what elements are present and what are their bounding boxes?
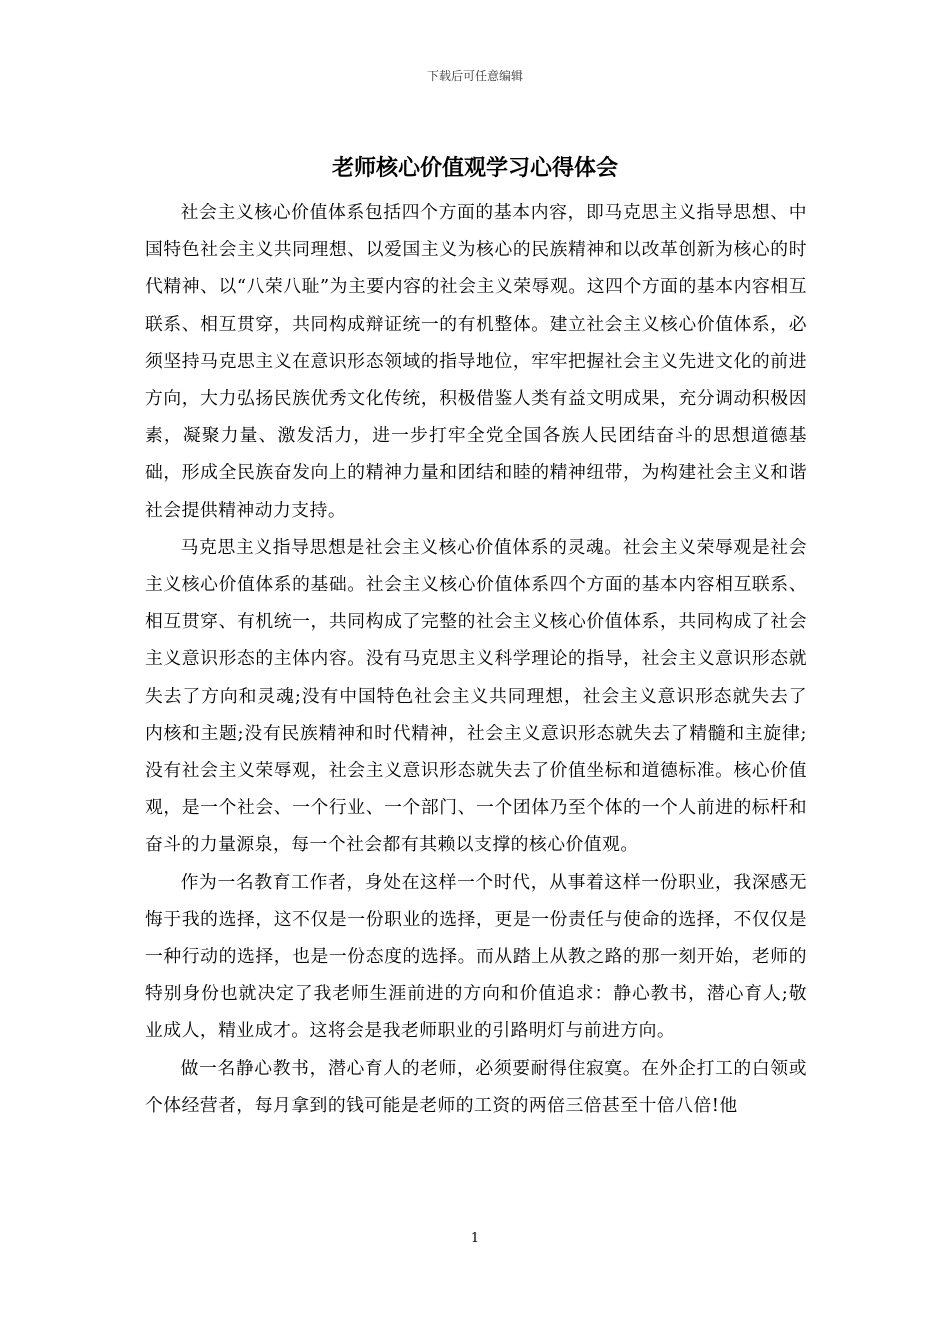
paragraph-2: 马克思主义指导思想是社会主义核心价值体系的灵魂。社会主义荣辱观是社会主义核心价值体系的基础。社会主义核心价值体系四个方面的基本内容相互联系、相互贯穿、有机统一，共同构成了完整的社会主义核心价值体系，共同构成了社会主义意识形态的主体内容。没有马克思主义科学理论的指导，社会主义意识形态就失去了方向和灵魂;没有中国特色社会主义共同理想，社会主义意识形态就失去了内核和主题;没有民族精神和时代精神，社会主义意识形态就失去了精髓和主旋律;没有社会主义荣辱观，社会主义意识形态就失去了价值坐标和道德标准。核心价值观，是一个社会、一个行业、一个部门、一个团体乃至个体的一个人前进的标杆和奋斗的力量源泉，每一个社会都有其赖以支撑的核心价值观。 <box>145 536 807 856</box>
paragraph-3: 作为一名教育工作者，身处在这样一个时代，从事着这样一份职业，我深感无悔于我的选择，这不仅是一份职业的选择，更是一份责任与使命的选择，不仅仅是一种行动的选择，也是一份态度的选择。而从踏上从教之路的那一刻开始，老师的特别身份也就决定了我老师生涯前进的方向和价值追求：静心教书，潜心育人;敬业成人，精业成才。这将会是我老师职业的引路明灯与前进方向。 <box>145 871 807 1042</box>
document-body <box>145 194 807 1124</box>
document-title: 老师核心价值观学习心得体会 <box>331 155 618 181</box>
paragraph-1: 社会主义核心价值体系包括四个方面的基本内容，即马克思主义指导思想、中国特色社会主义共同理想、以爱国主义为核心的民族精神和以改革创新为核心的时代精神、以“八荣八耻”为主要内容的社会主义荣辱观。这四个方面的基本内容相互联系、相互贯穿，共同构成辩证统一的有机整体。建立社会主义核心价值体系，必须坚持马克思主义在意识形态领域的指导地位，牢牢把握社会主义先进文化的前进方向，大力弘扬民族优秀文化传统，积极借鉴人类有益文明成果，充分调动积极因素，凝聚力量、激发活力，进一步打牢全党全国各族人民团结奋斗的思想道德基础，形成全民族奋发向上的精神力量和团结和睦的精神纽带，为构建社会主义和谐社会提供精神动力支持。 <box>145 202 807 521</box>
paragraph-4: 做一名静心教书，潜心育人的老师，必须要耐得住寂寞。在外企打工的白领或个体经营者，每月拿到的钱可能是老师的工资的两倍三倍甚至十倍八倍!他 <box>145 1057 807 1116</box>
header-note: 下载后可任意编辑 <box>426 69 523 83</box>
page-number: 1 <box>470 1231 480 1246</box>
